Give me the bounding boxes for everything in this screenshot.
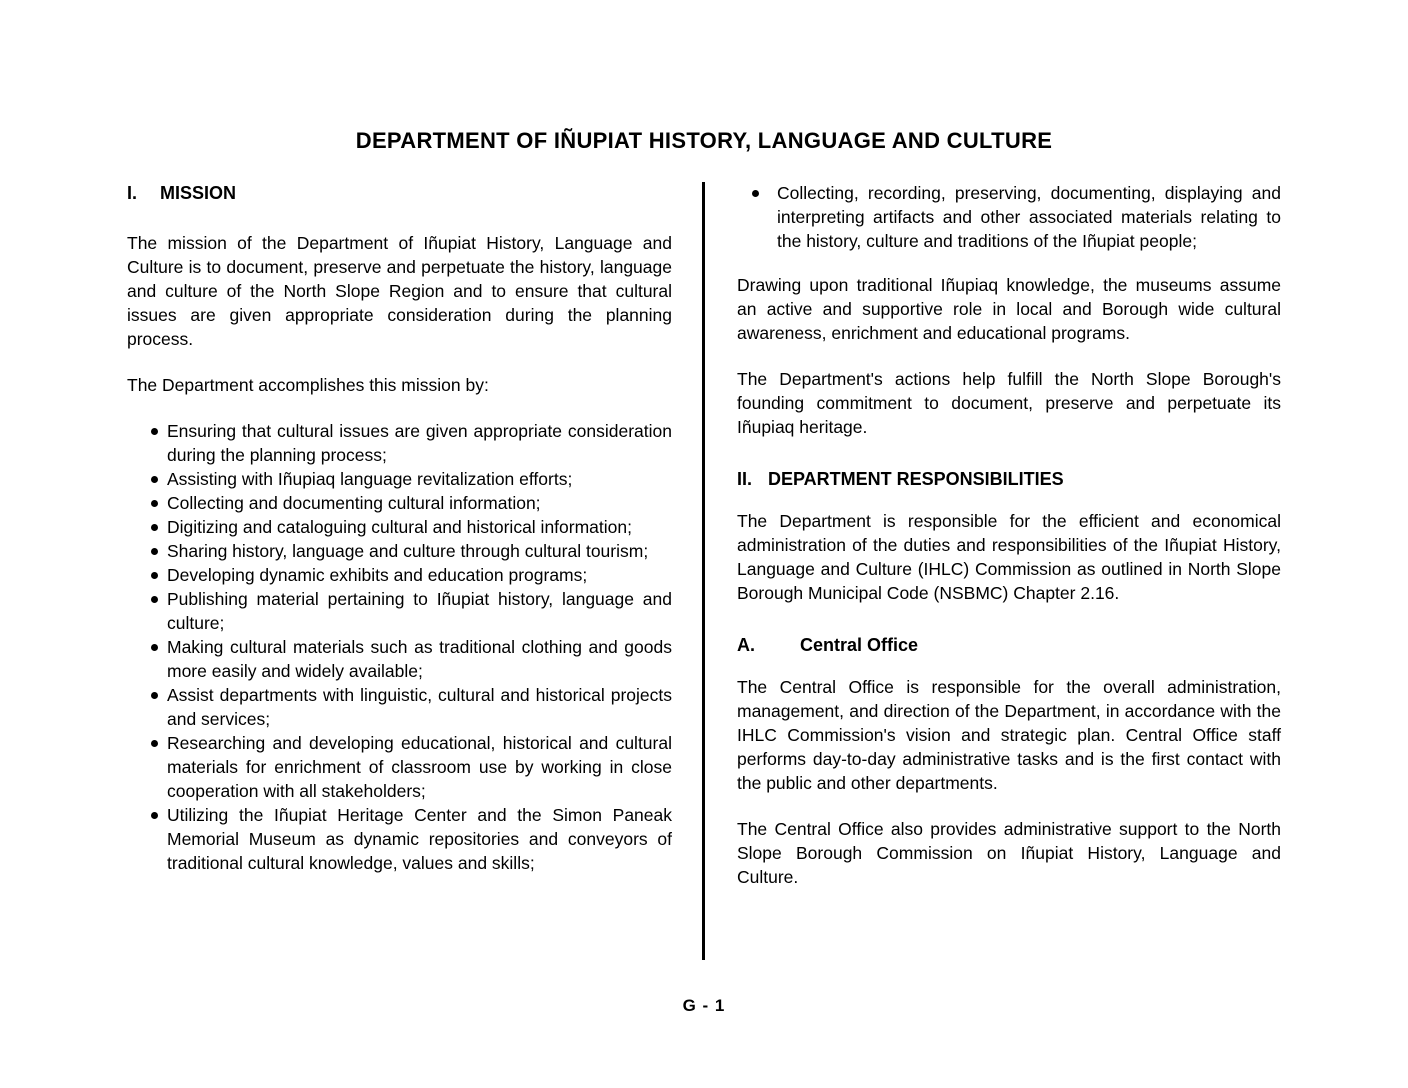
central-office-paragraph-1: The Central Office is responsible for the overall administration, management, and direction of the Department, in accordance with the IHLC Commission's vision and strategic plan. Central Office staff performs day-to-day administrative tasks and is the first contact with the public and other departments. bbox=[737, 677, 1281, 793]
list-item: Digitizing and cataloguing cultural and historical information; bbox=[127, 515, 672, 539]
document-title: DEPARTMENT OF IÑUPIAT HISTORY, LANGUAGE AND CULTURE bbox=[355, 128, 1053, 153]
responsibilities-paragraph: The Department is responsible for the efficient and economical administration of the duties and responsibilities of the Iñupiat History, Language and Culture (IHLC) Commission as outlined in North Slope Borough Municipal Code (NSBMC) Chapter 2.16. bbox=[737, 511, 1281, 603]
list-item: Ensuring that cultural issues are given appropriate consideration during the planning process; bbox=[127, 419, 672, 467]
section-heading-mission bbox=[127, 181, 672, 205]
section-number: II. bbox=[737, 469, 753, 489]
left-column bbox=[127, 181, 672, 889]
subsection-heading-central-office bbox=[737, 633, 1281, 657]
subsection-letter: A. bbox=[737, 635, 755, 655]
list-item: Making cultural materials such as traditional clothing and goods more easily and widely available; bbox=[127, 635, 672, 683]
list-item: Publishing material pertaining to Iñupiat history, language and culture; bbox=[127, 587, 672, 635]
list-item: Developing dynamic exhibits and education programs; bbox=[127, 563, 672, 587]
list-item: Utilizing the Iñupiat Heritage Center and the Simon Paneak Memorial Museum as dynamic repositories and conveyors of traditional cultural knowledge, values and skills; bbox=[127, 803, 672, 875]
right-column bbox=[737, 181, 1281, 889]
mission-bullet-list-continued bbox=[737, 181, 1281, 253]
list-item: Sharing history, language and culture through cultural tourism; bbox=[127, 539, 672, 563]
list-item: Collecting, recording, preserving, documenting, displaying and interpreting artifacts and other associated materials relating to the history, culture and traditions of the Iñupiat people; bbox=[737, 181, 1281, 253]
list-item: Researching and developing educational, historical and cultural materials for enrichment of classroom use by working in close cooperation with all stakeholders; bbox=[127, 731, 672, 803]
mission-intro-line: The Department accomplishes this mission by: bbox=[127, 375, 489, 395]
list-item: Assist departments with linguistic, cultural and historical projects and services; bbox=[127, 683, 672, 731]
section-label: MISSION bbox=[160, 183, 237, 203]
mission-bullet-list bbox=[127, 419, 672, 875]
section-heading-responsibilities bbox=[737, 467, 1281, 491]
mission-paragraph: The mission of the Department of Iñupiat History, Language and Culture is to document, preserve and perpetuate the history, language and culture of the North Slope Region and to ensure that cultural issues are given appropriate consideration during the planning process. bbox=[127, 233, 672, 349]
museums-paragraph: Drawing upon traditional Iñupiaq knowledge, the museums assume an active and supportive role in local and Borough wide cultural awareness, enrichment and educational programs. bbox=[737, 275, 1281, 343]
list-item: Collecting and documenting cultural information; bbox=[127, 491, 672, 515]
page-number: G - 1 bbox=[682, 996, 726, 1015]
subsection-label: Central Office bbox=[800, 635, 919, 655]
section-number: I. bbox=[127, 183, 138, 203]
column-gap bbox=[672, 181, 737, 889]
two-column-body bbox=[127, 181, 1281, 889]
heritage-paragraph: The Department's actions help fulfill the North Slope Borough's founding commitment to document, preserve and perpetuate its Iñupiaq heritage. bbox=[737, 369, 1281, 437]
list-item: Assisting with Iñupiaq language revitalization efforts; bbox=[127, 467, 672, 491]
section-label: DEPARTMENT RESPONSIBILITIES bbox=[768, 469, 1064, 489]
central-office-paragraph-2: The Central Office also provides administrative support to the North Slope Borough Commission on Iñupiat History, Language and Culture. bbox=[737, 819, 1281, 887]
